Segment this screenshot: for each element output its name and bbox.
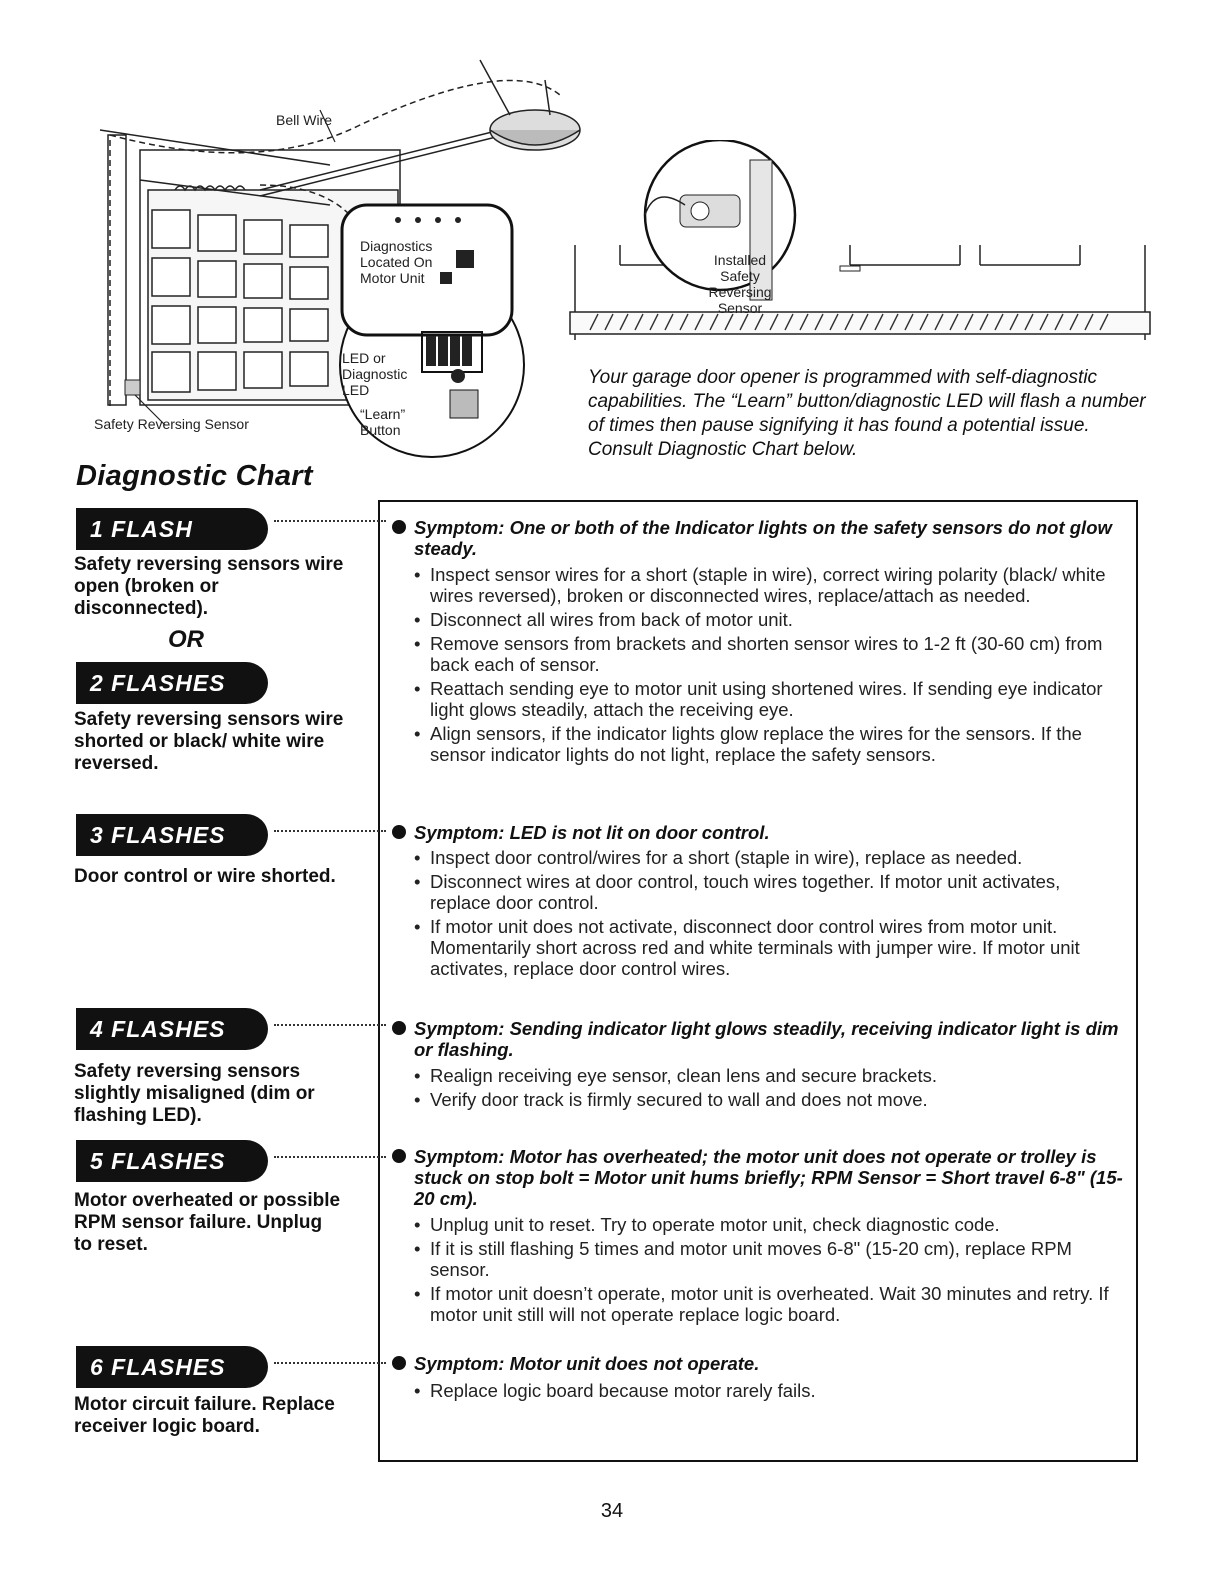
step: • If motor unit doesn’t operate, motor unit is overheated. Wait 30 minutes and retry. If motor unit still will not operate replace logic board.: [412, 1283, 1112, 1325]
diagnostic-chart-title: Diagnostic Chart: [76, 460, 313, 492]
step: • Inspect door control/wires for a short (staple in wire), replace as needed.: [412, 847, 1112, 868]
symptom-bullet: [392, 1149, 406, 1163]
symptom-bullet: [392, 825, 406, 839]
step: • Realign receiving eye sensor, clean lens and secure brackets.: [412, 1065, 1112, 1086]
symptom-bullet: [392, 520, 406, 534]
step: • Remove sensors from brackets and shorten sensor wires to 1-2 ft (30-60 cm) from back each of sensor.: [412, 633, 1112, 675]
leader-line: [274, 1024, 386, 1026]
led-label: LED or Diagnostic LED: [342, 350, 408, 398]
flash-badge-5: 5 FLASHES: [76, 1140, 274, 1182]
safety-sensor-label: Safety Reversing Sensor: [94, 416, 249, 432]
symptom-title-2: Symptom: LED is not lit on door control.: [414, 822, 770, 843]
step: • If motor unit does not activate, disconnect door control wires from motor unit. Momentarily short across red and white terminals with jumper wire. If motor unit activates, replace door control wires.: [412, 916, 1112, 979]
or-separator: OR: [168, 626, 204, 653]
symptom-title-3: Symptom: Sending indicator light glows steadily, receiving indicator light is dim or flashing.: [414, 1018, 1119, 1060]
step: • Inspect sensor wires for a short (staple in wire), correct wiring polarity (black/ white wires reversed), broken or disconnected wires, replace/attach as needed.: [412, 564, 1112, 606]
step: • Unplug unit to reset. Try to operate motor unit, check diagnostic code.: [412, 1214, 1112, 1235]
flash-badge-6: 6 FLASHES: [76, 1346, 274, 1388]
bell-wire-label: Bell Wire: [276, 112, 333, 128]
flash-badge-3: 3 FLASHES: [76, 814, 274, 856]
leader-line: [274, 520, 386, 522]
intro-paragraph: Your garage door opener is programmed with self-diagnostic capabilities. The “Learn” button/diagnostic LED will flash a number of times then pause signifying it has found a potential issue. Consult Diagnostic Chart below.: [588, 367, 1146, 460]
flash-cause-2: Safety reversing sensors wire shorted or black/ white wire reversed.: [74, 709, 344, 774]
step: • Reattach sending eye to motor unit using shortened wires. If sending eye indicator light glows steadily, attach the receiving eye.: [412, 678, 1112, 720]
leader-line: [274, 1362, 386, 1364]
step: • Replace logic board because motor rarely fails.: [412, 1380, 1112, 1401]
symptom-title-4: Symptom: Motor has overheated; the motor unit does not operate or trolley is stuck on stop bolt = Motor unit hums briefly; RPM Sensor = Short travel 6-8" (15-20 cm).: [414, 1146, 1123, 1209]
garage-opener-illustration: [80, 40, 600, 470]
flash-badge-4: 4 FLASHES: [76, 1008, 274, 1050]
flash-cause-3: Door control or wire shorted.: [74, 866, 336, 887]
step: • Verify door track is firmly secured to wall and does not move.: [412, 1089, 1112, 1110]
installed-sensor-label: Installed Safety Reversing Sensor: [708, 252, 772, 316]
step: • Disconnect wires at door control, touch wires together. If motor unit activates, replace door control.: [412, 871, 1112, 913]
flash-cause-6: Motor circuit failure. Replace receiver logic board.: [74, 1394, 335, 1437]
step: • Align sensors, if the indicator lights glow replace the wires for the sensors. If the sensor indicator lights do not light, replace the safety sensors.: [412, 723, 1112, 765]
symptom-steps-5: [412, 1380, 1112, 1404]
flash-cause-1: Safety reversing sensors wire open (broken or disconnected).: [74, 554, 344, 619]
leader-line: [274, 1156, 386, 1158]
flash-cause-4: Safety reversing sensors slightly misaligned (dim or flashing LED).: [74, 1061, 315, 1126]
symptom-title-1: Symptom: One or both of the Indicator lights on the safety sensors do not glow steady.: [414, 517, 1112, 559]
learn-button-label: “Learn” Button: [360, 406, 406, 438]
page-number: 34: [600, 1500, 624, 1522]
sensor-closeup-illustration: [560, 140, 1160, 350]
flash-cause-5: Motor overheated or possible RPM sensor failure. Unplug to reset.: [74, 1190, 341, 1255]
symptom-steps-4: [412, 1214, 1112, 1328]
step: • If it is still flashing 5 times and motor unit moves 6-8" (15-20 cm), replace RPM sensor.: [412, 1238, 1112, 1280]
symptom-bullet: [392, 1356, 406, 1370]
leader-line: [274, 830, 386, 832]
flash-badge-2: 2 FLASHES: [76, 662, 274, 704]
symptom-steps-3: [412, 1065, 1112, 1113]
symptom-bullet: [392, 1021, 406, 1035]
flash-badge-1: 1 FLASH: [76, 508, 274, 550]
step: • Disconnect all wires from back of motor unit.: [412, 609, 1112, 630]
symptom-steps-1: [412, 564, 1112, 768]
symptom-steps-2: [412, 847, 1112, 982]
diagnostics-location-label: Diagnostics Located On Motor Unit: [360, 238, 433, 286]
symptom-title-5: Symptom: Motor unit does not operate.: [414, 1353, 760, 1374]
